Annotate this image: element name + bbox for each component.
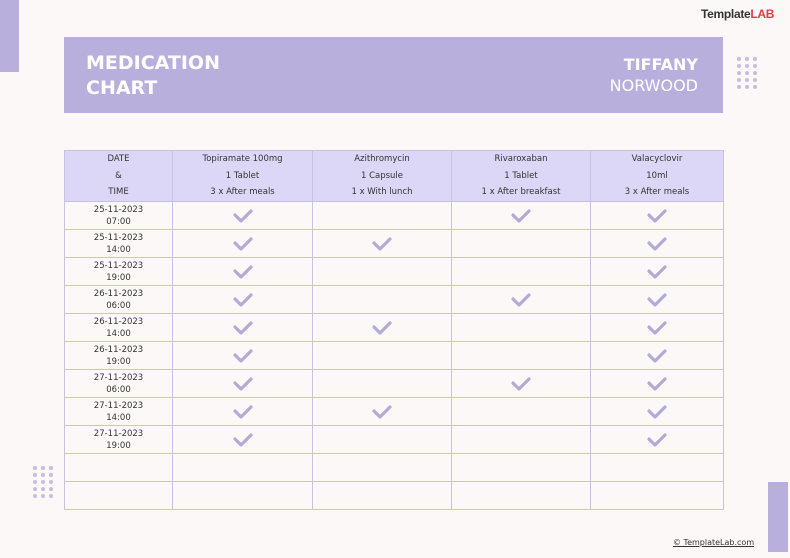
datetime-cell bbox=[65, 314, 173, 342]
dose-check-cell[interactable] bbox=[452, 202, 591, 230]
table-row bbox=[65, 202, 724, 230]
dose-check-cell[interactable] bbox=[173, 202, 313, 230]
date-text: 25-11-2023 bbox=[93, 232, 144, 243]
dose-check-cell[interactable] bbox=[173, 398, 313, 426]
patient-name bbox=[610, 54, 698, 96]
time-text: 14:00 bbox=[106, 412, 131, 423]
dose-check-cell[interactable] bbox=[591, 426, 724, 454]
dose-check-cell[interactable] bbox=[591, 370, 724, 398]
check-icon bbox=[173, 349, 312, 363]
check-icon bbox=[173, 433, 312, 447]
dot-grid-decoration-left bbox=[33, 466, 53, 498]
dose-check-cell[interactable] bbox=[313, 398, 452, 426]
table-row bbox=[65, 398, 724, 426]
dose-check-cell[interactable] bbox=[591, 230, 724, 258]
datetime-cell bbox=[65, 342, 173, 370]
copyright-link[interactable]: © TemplateLab.com bbox=[673, 538, 755, 547]
check-icon bbox=[173, 405, 312, 419]
check-icon bbox=[591, 349, 723, 363]
datetime-cell bbox=[65, 286, 173, 314]
time-text: 06:00 bbox=[106, 300, 131, 311]
dose-check-cell[interactable] bbox=[452, 314, 591, 342]
dose-check-cell[interactable] bbox=[591, 314, 724, 342]
dose-check-cell[interactable] bbox=[591, 398, 724, 426]
datetime-cell bbox=[65, 482, 173, 510]
dose-check-cell[interactable] bbox=[173, 342, 313, 370]
dose-check-cell[interactable] bbox=[313, 482, 452, 510]
dose-check-cell[interactable] bbox=[173, 286, 313, 314]
patient-first-name: TIFFANY bbox=[623, 55, 698, 74]
dose-check-cell[interactable] bbox=[591, 454, 724, 482]
check-icon bbox=[173, 237, 312, 251]
date-text: 26-11-2023 bbox=[93, 316, 144, 327]
medication-header: Azithromycin 1 Capsule 1 x With lunch bbox=[313, 151, 452, 202]
table-header-row bbox=[65, 151, 724, 202]
table-row bbox=[65, 482, 724, 510]
check-icon bbox=[452, 209, 590, 223]
dose-check-cell[interactable] bbox=[313, 230, 452, 258]
check-icon bbox=[173, 293, 312, 307]
date-text: 27-11-2023 bbox=[93, 428, 144, 439]
dose-check-cell[interactable] bbox=[591, 482, 724, 510]
time-text: 19:00 bbox=[106, 440, 131, 451]
dose-check-cell[interactable] bbox=[591, 202, 724, 230]
time-text: 06:00 bbox=[106, 384, 131, 395]
dose-check-cell[interactable] bbox=[173, 426, 313, 454]
time-text: 19:00 bbox=[106, 356, 131, 367]
check-icon bbox=[452, 377, 590, 391]
dose-check-cell[interactable] bbox=[313, 426, 452, 454]
table-row bbox=[65, 454, 724, 482]
dose-check-cell[interactable] bbox=[452, 370, 591, 398]
medication-header: Rivaroxaban 1 Tablet 1 x After breakfast bbox=[452, 151, 591, 202]
dose-check-cell[interactable] bbox=[452, 286, 591, 314]
dose-check-cell[interactable] bbox=[173, 258, 313, 286]
datetime-header: DATE & TIME bbox=[65, 151, 173, 202]
dose-check-cell[interactable] bbox=[591, 258, 724, 286]
dose-check-cell[interactable] bbox=[313, 370, 452, 398]
dose-check-cell[interactable] bbox=[452, 482, 591, 510]
dose-check-cell[interactable] bbox=[591, 286, 724, 314]
dose-check-cell[interactable] bbox=[313, 314, 452, 342]
dose-check-cell[interactable] bbox=[452, 342, 591, 370]
datetime-cell bbox=[65, 230, 173, 258]
dose-check-cell[interactable] bbox=[313, 342, 452, 370]
dot-grid-decoration-right bbox=[737, 57, 757, 89]
decorative-bar-bottom-right bbox=[768, 482, 788, 552]
check-icon bbox=[173, 377, 312, 391]
check-icon bbox=[313, 237, 451, 251]
table-row bbox=[65, 370, 724, 398]
time-text: 14:00 bbox=[106, 244, 131, 255]
datetime-cell bbox=[65, 370, 173, 398]
page-title: MEDICATION CHART bbox=[86, 52, 220, 99]
time-text: 14:00 bbox=[106, 328, 131, 339]
dose-check-cell[interactable] bbox=[173, 230, 313, 258]
check-icon bbox=[591, 237, 723, 251]
check-icon bbox=[591, 377, 723, 391]
dose-check-cell[interactable] bbox=[313, 202, 452, 230]
dose-check-cell[interactable] bbox=[313, 454, 452, 482]
datetime-cell bbox=[65, 258, 173, 286]
header-banner bbox=[64, 37, 723, 113]
check-icon bbox=[591, 433, 723, 447]
medication-table bbox=[64, 150, 724, 510]
datetime-cell bbox=[65, 202, 173, 230]
dose-check-cell[interactable] bbox=[591, 342, 724, 370]
dose-check-cell[interactable] bbox=[452, 258, 591, 286]
datetime-cell bbox=[65, 398, 173, 426]
dose-check-cell[interactable] bbox=[452, 398, 591, 426]
dose-check-cell[interactable] bbox=[313, 258, 452, 286]
dose-check-cell[interactable] bbox=[173, 454, 313, 482]
check-icon bbox=[173, 265, 312, 279]
dose-check-cell[interactable] bbox=[173, 314, 313, 342]
time-text: 19:00 bbox=[106, 272, 131, 283]
check-icon bbox=[591, 293, 723, 307]
table-row bbox=[65, 286, 724, 314]
datetime-cell bbox=[65, 454, 173, 482]
date-text: 25-11-2023 bbox=[93, 204, 144, 215]
date-text: 27-11-2023 bbox=[93, 372, 144, 383]
dose-check-cell[interactable] bbox=[173, 482, 313, 510]
dose-check-cell[interactable] bbox=[452, 426, 591, 454]
medication-header: Valacyclovir 10ml 3 x After meals bbox=[591, 151, 724, 202]
date-text: 25-11-2023 bbox=[93, 260, 144, 271]
check-icon bbox=[591, 321, 723, 335]
dose-check-cell[interactable] bbox=[313, 286, 452, 314]
date-text: 26-11-2023 bbox=[93, 344, 144, 355]
check-icon bbox=[313, 405, 451, 419]
table-row bbox=[65, 314, 724, 342]
date-text: 27-11-2023 bbox=[93, 400, 144, 411]
table-row bbox=[65, 230, 724, 258]
date-text: 26-11-2023 bbox=[93, 288, 144, 299]
check-icon bbox=[173, 209, 312, 223]
check-icon bbox=[591, 209, 723, 223]
datetime-cell bbox=[65, 426, 173, 454]
check-icon bbox=[591, 405, 723, 419]
medication-header: Topiramate 100mg 1 Tablet 3 x After meals bbox=[173, 151, 313, 202]
table-row bbox=[65, 426, 724, 454]
check-icon bbox=[173, 321, 312, 335]
check-icon bbox=[591, 265, 723, 279]
table-row bbox=[65, 258, 724, 286]
check-icon bbox=[452, 293, 590, 307]
table-row bbox=[65, 342, 724, 370]
check-icon bbox=[313, 321, 451, 335]
dose-check-cell[interactable] bbox=[173, 370, 313, 398]
dose-check-cell[interactable] bbox=[452, 230, 591, 258]
decorative-bar-top-left bbox=[0, 0, 19, 72]
time-text: 07:00 bbox=[106, 216, 131, 227]
templatelab-logo: TemplateLAB bbox=[701, 7, 775, 21]
patient-last-name: NORWOOD bbox=[609, 76, 698, 95]
dose-check-cell[interactable] bbox=[452, 454, 591, 482]
